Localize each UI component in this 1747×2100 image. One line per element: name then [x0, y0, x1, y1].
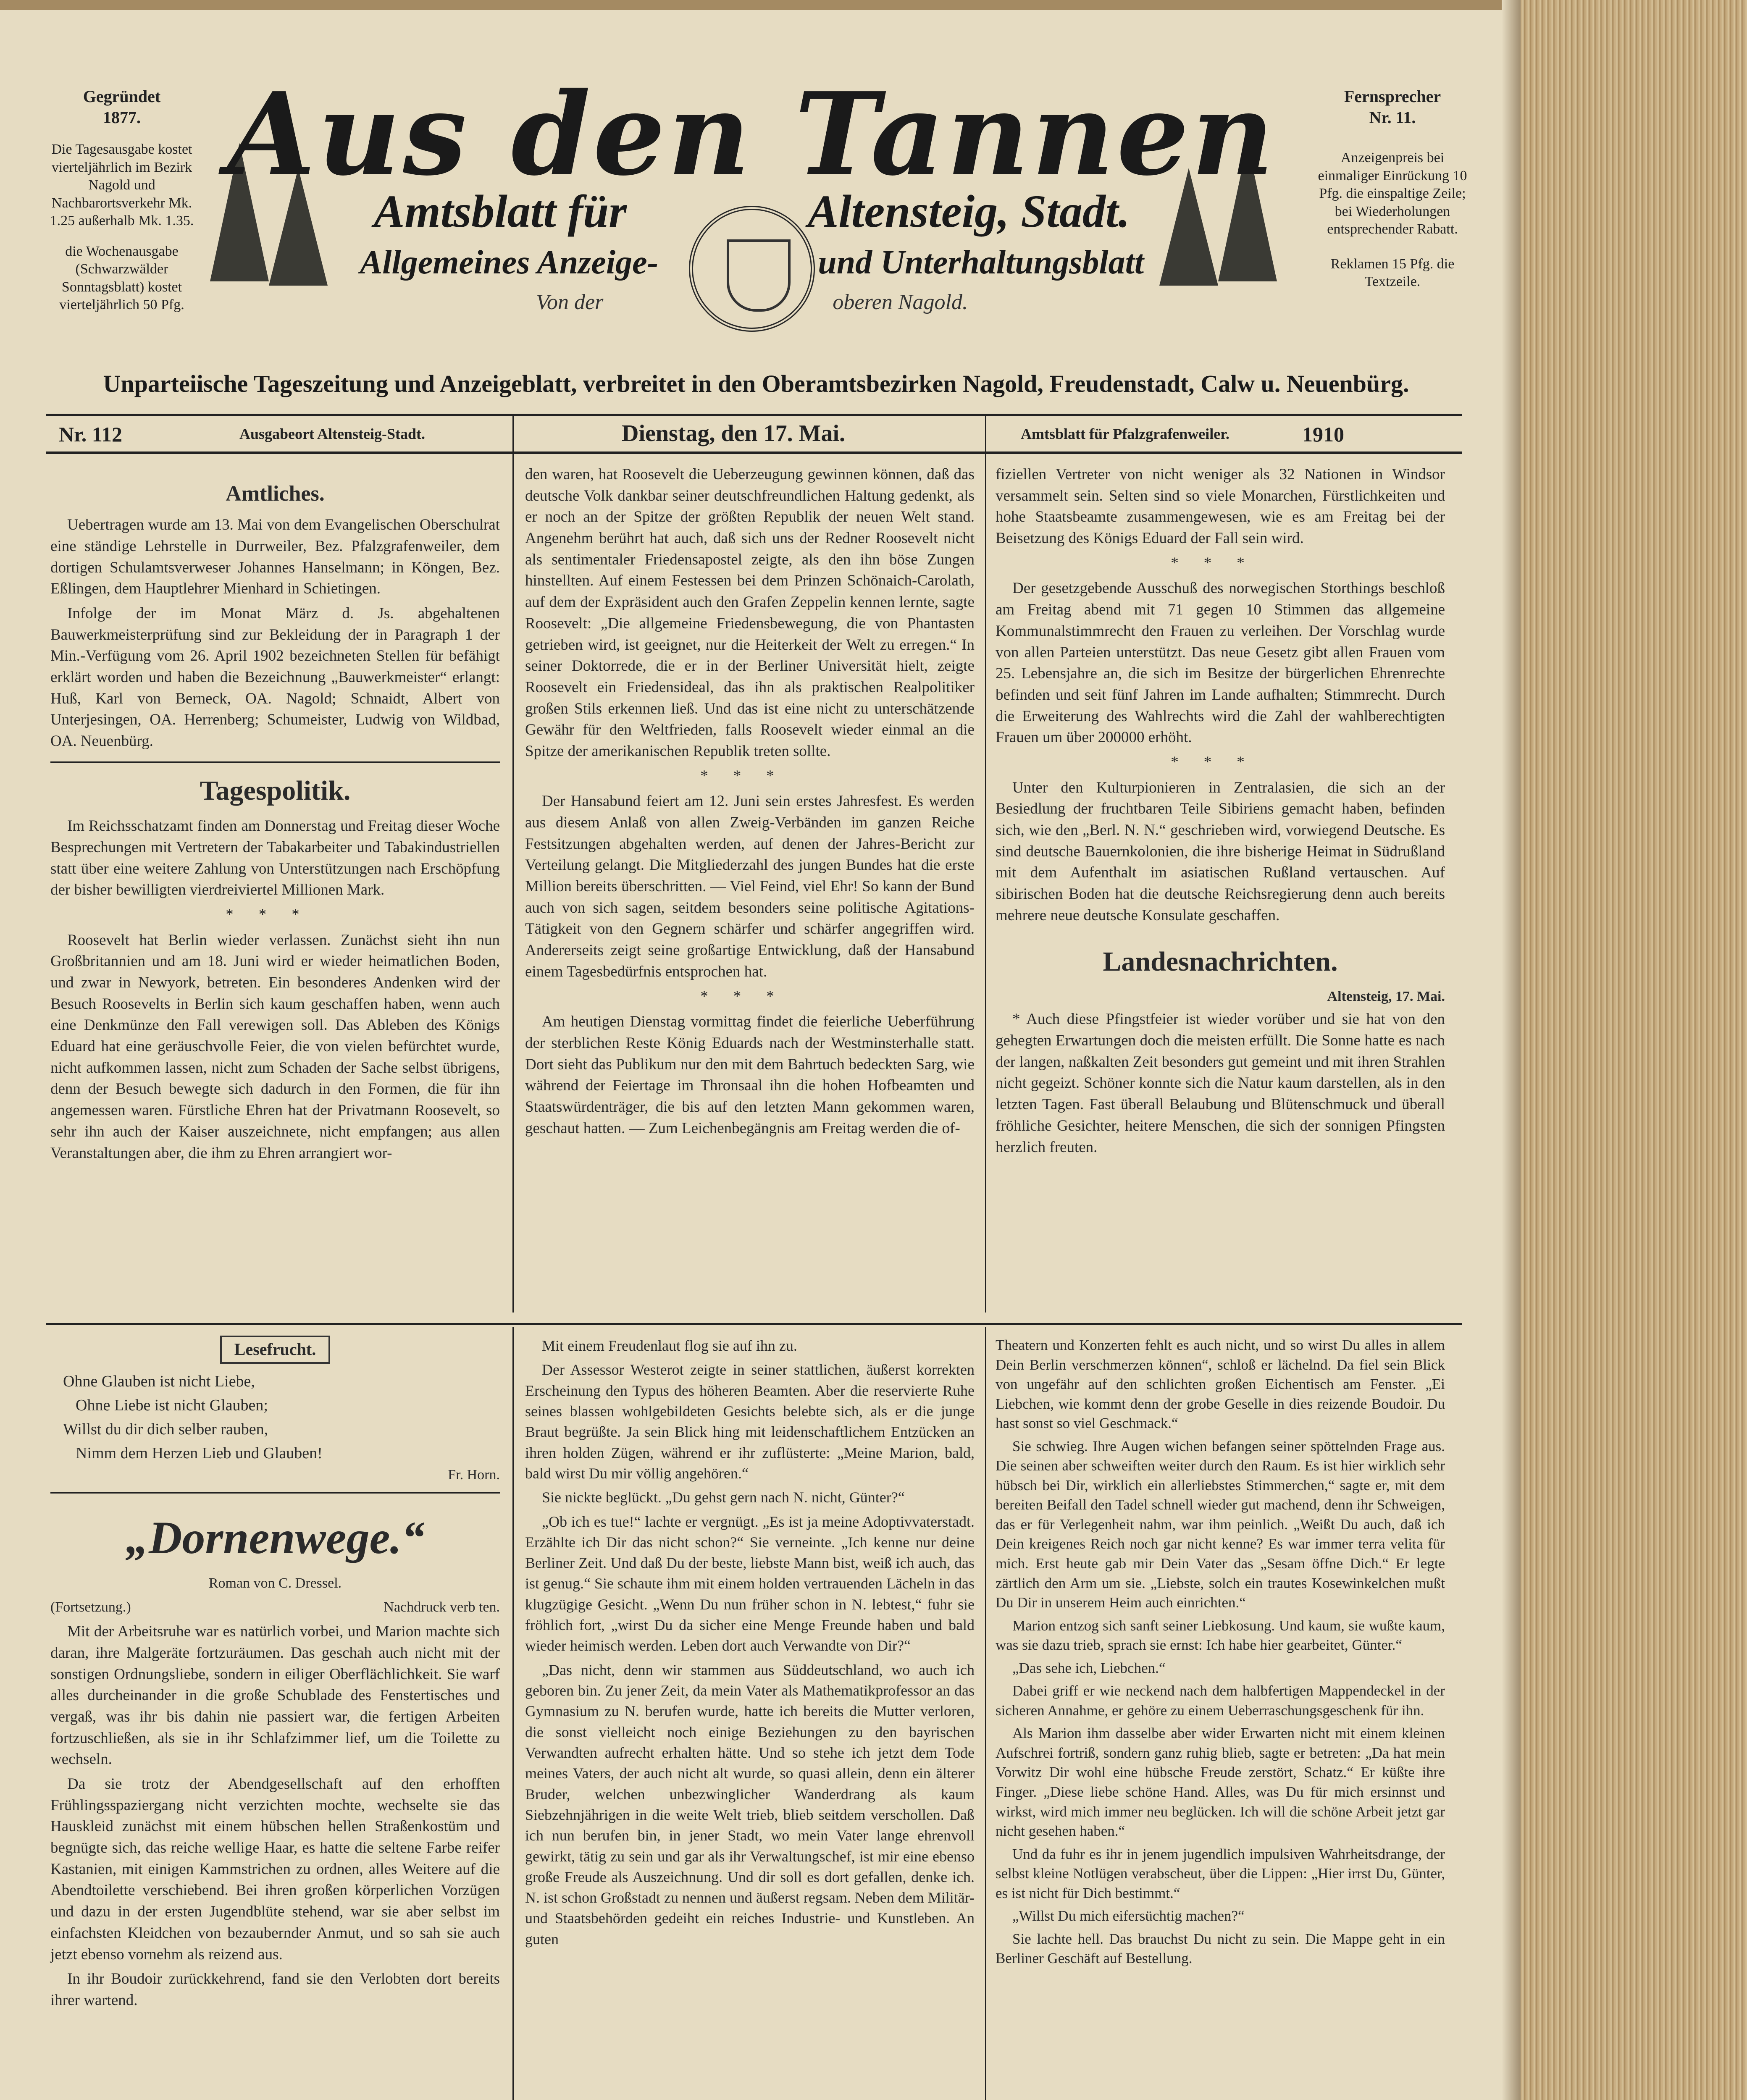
section-divider: [46, 1323, 1462, 1325]
novel-col2-paragraph-5: „Das nicht, denn wir stammen aus Süddeutschland, wo auch ich geboren bin. Zu jener Zeit, da mein Vater als Mathematikprofessor an das Gymnasium zu N. berufen wurde, hatte ich bereits die Mutter verloren, die sonst vielleicht noch einige Beziehungen zu den bayrischen Verwandten aufrecht erhalten hätte. Und so stehe ich jetzt dem Tode meines Vaters, der auch nicht alt wurde, so quasi allein, denn ein älterer Bruder, welchen unbezwinglicher Wanderdrang als kaum Siebzehnjährigen in die weite Welt trieb, blieb seitdem verschollen. Daß ich nun berufen bin, in jener Stadt, wo mein Vater lange ehrenvoll gewirkt, tätig zu sein und gar als ihr Verwaltungschef, ist mir eine ebenso große Freude als Auszeichnung. Und dir soll es dort gefallen, denke ich. N. ist schon Großstadt zu nennen und äußerst regsam. Neben dem Militär- und Staatsbehörden gedeiht ein reiches Industrie- und Kunstleben. An guten: [525, 1661, 975, 1948]
book-page-edges: [1521, 0, 1747, 2100]
newspaper-title: Aus den Tannen: [227, 67, 1277, 201]
novel-reprint-note: Nachdruck verb ten.: [384, 1599, 500, 1615]
tagespolitik-paragraph-2: Roosevelt hat Berlin wieder verlassen. Zunächst sieht ihn nun Großbritannien und am 18. Juni wird er wieder heimatlichen Boden, und zwar in Newyork, betreten. Ein besonderes Andenken wird der Besuch Roosevelts in Berlin sich kaum geschaffen haben, wenn auch eine Denkmünze den Fall verewigen soll. Das Ableben des Königs Eduard hat eine geräuschvolle Feier, die von vielen befürchtet wurde, nicht aufkommen lassen, nicht zum Schaden der Sache selbst übrigens, denn der Besuch bewegte sich dadurch in den Formen, die für ihn angemessen waren. Fürstliche Ehren hat der Privatmann Roosevelt, so sehr ihn auch der Kaiser auszeichnete, nicht empfangen; aus allen Veranstaltungen aber, die ihm zu Ehren arrangiert wor-: [50, 931, 500, 1162]
founded-year: 1877.: [103, 108, 141, 127]
heading-landesnachrichten: Landesnachrichten.: [1103, 946, 1338, 977]
novel-col2-paragraph-2: Der Assessor Westerot zeigte in seiner stattlichen, äußerst korrekten Erscheinung den Typus des höheren Beamten. Aber die reservierte Ruhe seines blassen wohlgebildeten Gesichts belebte sich, als er die junge Braut begrüßte. Ja sein Blick hing mit leidenschaftlichem Entzücken an ihren holden Zügen, während er ihr zuflüsterte: „Meine Marion, bald, bald wirst Du mir völlig angehören.“: [525, 1361, 975, 1482]
novel-col3-paragraph-3: Marion entzog sich sanft seiner Liebkosung. Und kaum, sie wußte kaum, was sie dazu trieb, sprach sie ernst: Ich habe hier gearbeitet, Günter.“: [996, 1617, 1445, 1654]
coat-of-arms-seal-icon: [689, 206, 815, 332]
novel-paragraph-3: In ihr Boudoir zurückkehrend, fand sie den Verlobten dort bereits ihrer wartend.: [50, 1970, 500, 2009]
telephone-label: Fernsprecher: [1344, 87, 1441, 106]
col3-paragraph-2: Der gesetzgebende Ausschuß des norwegischen Storthings beschloß am Freitag abend mit 71 gegen 10 Stimmen das allgemeine Kommunalstimmrecht den Frauen zu verleihen. Der Vorschlag wurde von allen Parteien unterstützt. Das neue Gesetz gibt allen Frauen vom 25. Lebensjahre an, die sich im Besitze der bürgerlichen Ehrenrechte befinden und seit fünf Jahren im Lande aufhalten; Stimmrecht. Durch die Erweiterung des Wahlrechts wird die Zahl der wahlberechtigten Frauen um über 200000 erhöht.: [996, 580, 1445, 746]
tagespolitik-paragraph-1: Im Reichsschatzamt finden am Donnerstag und Freitag dieser Woche Besprechungen mit Vertretern der Tabakarbeiter und Tabakindustriellen statt über eine weitere Zahlung von Unterstützungen nach Erschöpfung der bisher bewilligten vierdreiviertel Millionen Mark.: [50, 817, 500, 899]
left-info-box: [46, 86, 197, 314]
ad-price-text: Anzeigenpreis bei einmaliger Einrückung 10 Pfg. die einspaltige Zeile; bei Wiederholungen entsprechender Rabatt.: [1318, 150, 1467, 237]
novel-col3-paragraph-1: Theatern und Konzerten fehlt es auch nicht, und so wirst Du alles in allem Dein Berlin verschmerzen können“, schloß er lächelnd. Da fiel sein Blick von ungefähr auf den schlichten großen Eichentisch am Fenster. „Ei Liebchen, wie kommt denn der grobe Geselle in dies reizende Boudoir. Du hast sonst so viel Geschmack.“: [996, 1337, 1445, 1432]
issue-date: Dienstag, den 17. Mai.: [622, 420, 845, 446]
page-top-edge: [0, 0, 1554, 10]
novel-col2-paragraph-4: „Ob ich es tue!“ lachte er vergnügt. „Es ist ja meine Adoptivvaterstadt. Erzählte ich Dir das nicht schon?“ Sie verneinte. „Ich kenne nur deine Berliner Zeit. Und daß Du der beste, liebste Mann bist, weiß ich auch, das ist genug.“ Sie schaute ihm mit einem holden vertrauenden Lächeln in das klugzügige Gesicht. „Wenn Du nun früher schon in N. lebtest,“ fuhr sie fröhlich fort, „wirst Du da sicher eine Menge Freunde haben und bald wieder heimisch werden. Leben dort auch Verwandte von Dir?“: [525, 1513, 975, 1654]
ausgabeort: Ausgabeort Altensteig-Stadt.: [239, 425, 425, 442]
novel-col2-paragraph-3: Sie nickte beglückt. „Du gehst gern nach N. nicht, Günter?“: [542, 1489, 905, 1506]
subtitle-anzeige-left: Allgemeines Anzeige-: [360, 244, 659, 281]
reklame-price-text: Reklamen 15 Pfg. die Textzeile.: [1330, 256, 1455, 289]
col3-paragraph-3: Unter den Kulturpionieren in Zentralasien, die sich an der Besiedlung der fruchtbaren Teile Sibiriens gemacht haben, befinden sich, wie den „Berl. N. N.“ geschrieben wird, vorwiegend Deutsche. Es sind deutsche Bauernkolonien, die ihre bisherige Heimat in Südrußland mit dem Aufenthalt im asiatischen Rußland vertauschen. Auf sibirischen Boden hat die deutsche Reichsregierung denn auch bereits mehrere neue deutsche Konsulate geschaffen.: [996, 779, 1445, 924]
novel-title: „Dornenwege.“: [126, 1512, 425, 1564]
masthead: [202, 67, 1302, 357]
telephone-number: Nr. 11.: [1369, 108, 1416, 127]
founded-label: Gegründet: [83, 87, 161, 106]
column-3-lower: [996, 1336, 1445, 1972]
novel-col3-paragraph-2: Sie schwieg. Ihre Augen wichen befangen seiner spöttelnden Frage aus. Die seinen aber schweiften weiter durch den Raum. Es ist hier wirklich sehr hübsch bei Dir, wirklich ein allerliebstes Stimmerchen,“ sagte er, mit dem bereiten Beifall den Tadel schnell wieder gut machend, denn ihr Schweigen, das er für Verlegenheit nahm, war ihm peinlich. „Weißt Du auch, daß ich Dein kreigenes Reich noch gar nicht kenne? Es war immer terra velita für mich. Erst heute gab mir Dein Vater das „Sesam öffne Dich.“ Er legte zärtlich den Arm um sie. „Liebste, solch ein trautes Kosewinkelchen mußt Du Dir in unserem Heim auch einrichten.“: [996, 1438, 1445, 1611]
novel-col3-paragraph-4: „Das sehe ich, Liebchen.“: [1012, 1659, 1166, 1676]
dateline: Altensteig, 17. Mai.: [1327, 988, 1445, 1004]
subtitle-nagold-right: oberen Nagold.: [833, 290, 968, 314]
issue-number: Nr. 112: [59, 423, 122, 446]
column-1-lower: [50, 1336, 500, 2015]
poem-line-2: Ohne Liebe ist nicht Glauben;: [76, 1396, 268, 1414]
subtitle-anzeige-right: und Unterhaltungsblatt: [818, 244, 1144, 281]
novel-paragraph-1: Mit der Arbeitsruhe war es natürlich vorbei, und Marion machte sich daran, ihre Malgeräte fortzuräumen. Das geschah auch nicht mit der sonstigen Ordnungsliebe, sondern in eiliger Oberflächlichkeit. Sie warf alles durcheinander in die große Schublade des Fenstertisches und vergaß, was ihr bis dahin nie passiert war, die fertigen Arbeiten fortzuschließen, als sie in ihr Schlafzimmer lief, um die Toilette zu wechseln.: [50, 1623, 500, 1768]
novel-paragraph-2: Da sie trotz der Abendgesellschaft auf den erhofften Frühlingsspaziergang nicht verzichten mochte, wechselte sie das Hauskleid zunächst mit einem hübschen hellen Straßenkostüm und begnügte sich, das reiche wellige Haar, es hatte die seltene Farbe reifer Kastanien, mit einigen Kammstrichen zu ordnen, alles Weitere auf die Abendtoilette verschiebend. Bei ihren großen körperlichen Vorzügen und dazu in der ersten Jugendblüte stehend, war sie aber selbst im einfachsten Kleidchen von bezaubernder Anmut, und so sah sie auch jetzt ebenso vornehm als reizend aus.: [50, 1775, 500, 1963]
subtitle-amtsblatt-right: Altensteig, Stadt.: [807, 186, 1130, 237]
novel-col2-paragraph-1: Mit einem Freudenlaut flog sie auf ihn zu.: [542, 1337, 797, 1354]
novel-col3-paragraph-5: Dabei griff er wie neckend nach dem halbfertigen Mappendeckel in der sicheren Annahme, er gehöre zu einem Ueberraschungsgeschenk für ihn.: [996, 1683, 1445, 1719]
column-separator-4: [985, 1327, 986, 2100]
weekly-edition-price: die Wochenausgabe (Schwarzwälder Sonntagsblatt) kostet vierteljährlich 50 Pfg.: [59, 243, 184, 312]
column-2: [525, 464, 975, 1142]
heading-amtliches: Amtliches.: [226, 482, 325, 506]
amtliches-paragraph-2: Infolge der im Monat März d. Js. abgehaltenen Bauwerkmeisterprüfung sind zur Bekleidung der in Paragraph 1 der Min.-Verfügung vom 26. April 1902 bezeichneten Stellen für befähigt erklärt worden und haben die Bezeichnung „Bauwerkmeister“ erlangt: Huß, Karl von Berneck, OA. Nagold; Schnaidt, Albert von Unterjesingen, OA. Herrenberg; Schumeister, Ludwig von Wildbad, OA. Neuenbürg.: [50, 604, 500, 750]
lesefrucht-label: Lesefrucht.: [220, 1336, 330, 1364]
novel-col3-paragraph-8: „Willst Du mich eifersüchtig machen?“: [1012, 1908, 1245, 1924]
subtitle-amtsblatt-left: Amtsblatt für: [373, 186, 627, 237]
issue-year: 1910: [1302, 423, 1344, 446]
poem-line-3: Willst du dir dich selber rauben,: [63, 1420, 268, 1438]
daily-edition-price: Die Tagesausgabe kostet vierteljährlich im Bezirk Nagold und Nachbarortsverkehr Mk. 1.25 außerhalb Mk. 1.35.: [50, 142, 194, 228]
column-separator-2: [985, 414, 986, 1312]
amtsblatt-pfalzgrafenweiler: Amtsblatt für Pfalzgrafenweiler.: [1021, 425, 1229, 442]
amtliches-paragraph-1: Uebertragen wurde am 13. Mai von dem Evangelischen Oberschulrat eine ständige Lehrstelle in Durrweiler, Bez. Pfalzgrafenweiler, dem dortigen Schulamtsverweser Johannes Hanselmann; in Köngen, Bez. Eßlingen, dem Hauptlehrer Mienhard in Schietingen.: [50, 516, 500, 598]
column-2-lower: [525, 1336, 975, 1953]
divider-top: [46, 414, 1462, 416]
separator-stars: ***: [226, 906, 325, 923]
heading-tagespolitik: Tagespolitik.: [200, 775, 351, 806]
novel-col3-paragraph-6: Als Marion ihm dasselbe aber wider Erwarten nicht mit einem kleinen Aufschrei fortriß, sondern ganz ruhig blieb, sagte er betreten: „Da hat mein Vorwitz Dir wohl eine hübsche Freude zerstört, Schatz.“ Er küßte ihre Finger. „Diese liebe schöne Hand. Alles, was Du für mich ersinnst und wirkst, wird mich immer neu beglücken. Ich will die schöne Arbeit jetzt gar nicht gesehen haben.“: [996, 1725, 1445, 1840]
novel-col3-paragraph-9: Sie lachte hell. Das brauchst Du nicht zu sein. Die Mappe geht in ein Berliner Geschäft auf Bestellung.: [996, 1930, 1445, 1967]
column-1-divider: [50, 761, 500, 763]
tagline: Unparteiische Tageszeitung und Anzeigeblatt, verbreitet in den Oberamtsbezirken Nagold, Freudenstadt, Calw u. Neuenbürg.: [103, 370, 1409, 397]
column-1: [50, 479, 500, 1167]
lesefrucht-divider: [50, 1492, 500, 1494]
separator-stars: ***: [700, 767, 799, 785]
poem-line-4: Nimm dem Herzen Lieb und Glauben!: [76, 1444, 323, 1462]
subtitle-nagold-left: Von der: [536, 290, 604, 314]
right-info-box: [1315, 86, 1470, 291]
separator-stars: ***: [700, 987, 799, 1005]
novel-byline: Roman von C. Dressel.: [208, 1575, 342, 1591]
novel-meta-row: [50, 1598, 500, 1617]
landes-paragraph-1: * Auch diese Pfingstfeier ist wieder vorüber und sie hat von den gehegten Erwartungen doch die meisten erfüllt. Die Sonne hatte es nach der langen, naßkalten Zeit besonders gut gemeint und mit ihren Strahlen nicht gegeizt. Schöner konnte sich die Natur kaum darstellen, als in den letzten Tagen. Fast überall Belaubung und Blütenschmuck und überall fröhliche Gesichter, heitere Menschen, die sich der sonnigen Pfingsten herzlich freuten.: [996, 1011, 1445, 1156]
col2-paragraph-1: den waren, hat Roosevelt die Ueberzeugung gewinnen können, daß das deutsche Volk dankbar seiner deutschfreundlichen Haltung gedenkt, als er noch an der Spitze der größten Republik der neuen Welt stand. Angenehm berührt hat auch, daß sich uns der Redner Roosevelt nicht als sentimentaler Friedensapostel zeigte, als den ihn böse Zungen hinstellten. Auf einem Festessen bei dem Prinzen Schönaich-Carolath, auf dem der Expräsident auch den Grafen Zeppelin kennen lernte, sagte Roosevelt: „Die allgemeine Friedensbewegung, die von Phantasten getrieben wird, ist geeignet, nur die Heiterkeit der Welt zu erregen.“ In seiner Doktorrede, die er in der Berliner Universität hielt, zeigte Roosevelt ein Friedensideal, das ihn als praktischen Realpolitiker großen Stils erkennen ließ. Und das ist eine nicht zu unterschätzende Gewähr für den Weltfrieden, falls Roosevelt wieder einmal an die Spitze der amerikanischen Republik treten sollte.: [525, 466, 975, 760]
col2-paragraph-3: Am heutigen Dienstag vormittag findet die feierliche Ueberführung der sterblichen Reste König Eduards nach der Westminsterhalle statt. Dort sieht das Publikum nur den mit dem Bahrtuch bedeckten Sarg, wie während der Feiertage im Thronsaal ihn die hohen Hofbeamten und Staatswürdenträger, die bis auf den letzten Mann gekommen waren, geschaut hatten. — Zum Leichenbegängnis am Freitag werden die of-: [525, 1013, 975, 1137]
poem-line-1: Ohne Glauben ist nicht Liebe,: [63, 1372, 255, 1390]
divider-bottom: [46, 452, 1462, 454]
poem-author: Fr. Horn.: [448, 1467, 500, 1483]
col3-paragraph-1: fiziellen Vertreter von nicht weniger als 32 Nationen in Windsor versammelt sein. Selten sind so viele Monarchen, Fürstlichkeiten und hohe Staatsbeamte zusammengewesen, wie es am Freitag bei der Beisetzung des Königs Eduard der Fall sein wird.: [996, 466, 1445, 547]
column-separator-3: [512, 1327, 514, 2100]
col2-paragraph-2: Der Hansabund feiert am 12. Juni sein erstes Jahresfest. Es werden aus diesem Anlaß von allen Zweig-Verbänden im ganzen Reiche Festsitzungen abgehalten werden, auf denen der Jahres-Bericht zur Verteilung gelangt. Die Mitgliederzahl des jungen Bundes hat die erste Million bereits überschritten. — Viel Feind, viel Ehr! So kann der Bund auch von sich sagen, seitdem besonders seine politische Agitations-Tätigkeit von den Gegnern schärfer und schärfer angegriffen wird. Andererseits zeigt seine großartige Entwicklung, daß der Hansabund einem Tagesbedürfnis entsprochen hat.: [525, 793, 975, 980]
column-3: [996, 464, 1445, 1161]
novel-continuation: (Fortsetzung.): [50, 1599, 131, 1615]
poem: [63, 1370, 500, 1465]
column-separator-1: [512, 414, 514, 1312]
separator-stars: ***: [1171, 753, 1270, 771]
separator-stars: ***: [1171, 554, 1270, 572]
novel-col3-paragraph-7: Und da fuhr es ihr in jenem jugendlich impulsiven Wahrheitsdrange, der selbst kleine Notlügen verabscheut, über die Lippen: „Hier irrst Du, Günter, es ist nicht für Dich bestimmt.“: [996, 1845, 1445, 1901]
